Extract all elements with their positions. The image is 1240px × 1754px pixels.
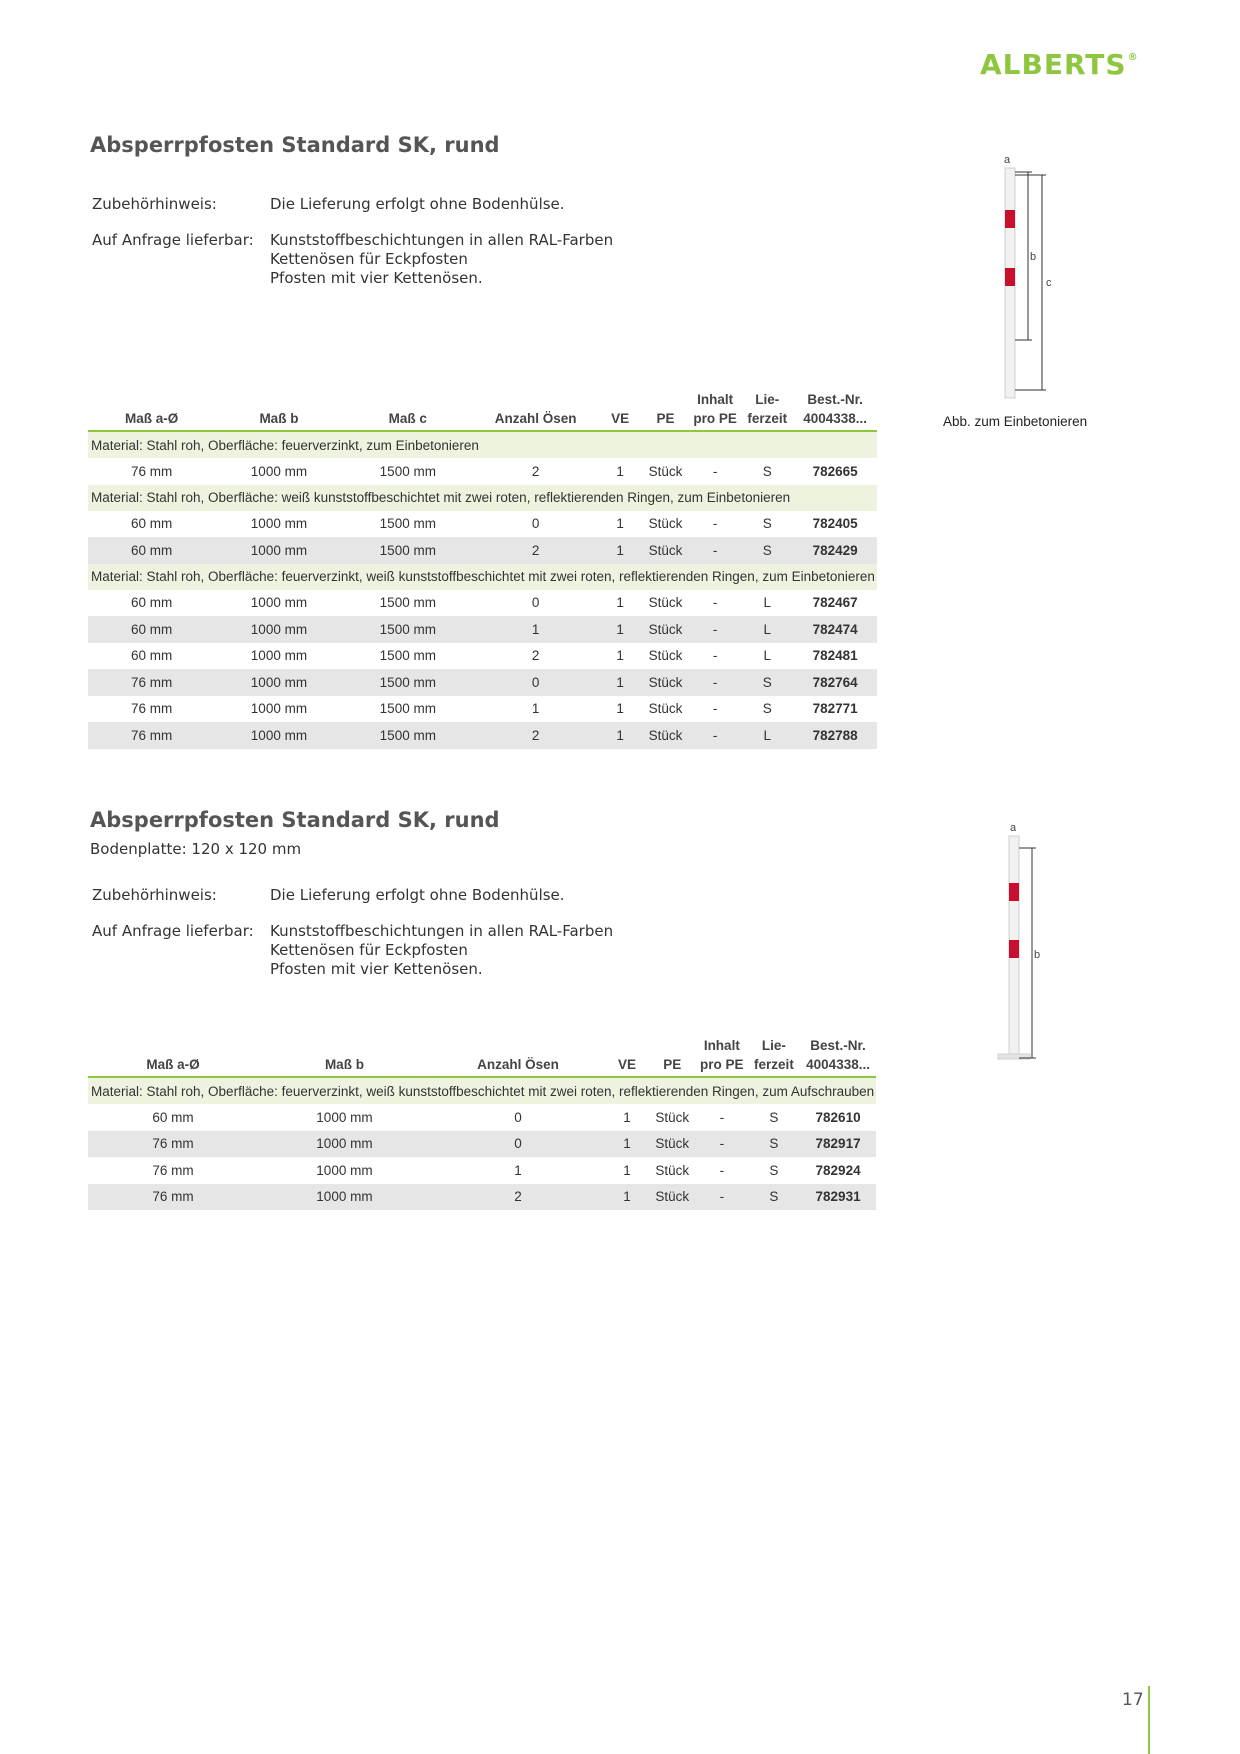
table-cell: 1 [623, 1109, 631, 1125]
table-cell: Stück [649, 1184, 696, 1211]
col-header-ve: VE [598, 390, 642, 431]
col-header-pe: PE [642, 390, 689, 431]
zubehoer-label: Zubehörhinweis: [92, 886, 217, 904]
table-row [88, 1157, 876, 1184]
table-cell: Stück [648, 701, 683, 717]
material-row [88, 564, 877, 590]
table-cell: 2 [473, 722, 598, 749]
product-section-1 [90, 133, 850, 295]
col-header-mass-c: Maß c [343, 390, 473, 431]
table-row [88, 669, 877, 696]
table-cell: 1500 mm [379, 595, 436, 611]
table-cell: 2 [431, 1184, 605, 1211]
table-cell: L [741, 722, 793, 749]
order-number-cell: 782771 [812, 701, 858, 717]
table-cell: 1000 mm [250, 516, 308, 532]
col-header-mass-a: Maß a-Ø [88, 1036, 258, 1077]
col-header-oesen: Anzahl Ösen [473, 390, 598, 431]
table-cell: Stück [649, 1131, 696, 1158]
table-cell: 60 mm [131, 516, 173, 532]
table-cell: S [741, 537, 793, 564]
order-number-cell: 782931 [800, 1184, 876, 1211]
table-cell: 1 [616, 516, 624, 532]
material-description: Material: Stahl roh, Oberfläche: weiß kunststoffbeschichtet mit zwei roten, reflektierenden Ringen, zum Einbetonieren [88, 485, 877, 511]
table-cell: 1 [598, 537, 642, 564]
table-cell: 1000 mm [250, 595, 308, 611]
material-description: Material: Stahl roh, Oberfläche: feuerverzinkt, zum Einbetonieren [88, 431, 877, 458]
figure-label-b: b [1030, 251, 1037, 263]
col-header-oesen: Anzahl Ösen [431, 1036, 605, 1077]
order-number-cell: 782924 [815, 1162, 861, 1178]
anfrage-value-3: Pfosten mit vier Kettenösen. [270, 960, 483, 978]
table-row [88, 590, 877, 617]
order-number-cell: 782788 [793, 722, 877, 749]
table-cell: 1 [473, 616, 598, 643]
table-cell: L [763, 595, 772, 611]
figure-caption: Abb. zum Einbetonieren [943, 414, 1088, 429]
order-number-cell: 782467 [812, 595, 858, 611]
table-cell: 1 [598, 722, 642, 749]
brand-name: ALBERTS [980, 48, 1127, 81]
table-cell: - [689, 616, 741, 643]
table-cell: Stück [655, 1162, 690, 1178]
table-cell: - [689, 722, 741, 749]
table-cell: 1000 mm [215, 616, 342, 643]
table-cell: 0 [431, 1131, 605, 1158]
col-header-lieferzeit: Lie- ferzeit [741, 390, 793, 431]
table-cell: - [696, 1184, 748, 1211]
table-cell: 76 mm [88, 722, 215, 749]
table-body [88, 1077, 876, 1210]
zubehoer-value: Die Lieferung erfolgt ohne Bodenhülse. [270, 886, 565, 904]
table-cell: S [762, 701, 772, 717]
table-cell: 1000 mm [250, 463, 308, 479]
section-title: Absperrpfosten Standard SK, rund [90, 808, 500, 832]
table-cell: 1 [623, 1162, 631, 1178]
order-number-cell: 782917 [800, 1131, 876, 1158]
product-info [90, 886, 850, 986]
table-cell: L [763, 648, 772, 664]
product-figure-1 [990, 150, 1060, 400]
table-cell: 76 mm [131, 463, 173, 479]
table-cell: - [696, 1131, 748, 1158]
table-cell: L [741, 616, 793, 643]
table-cell: 1 [616, 701, 624, 717]
red-ring-2 [1005, 268, 1015, 286]
table-cell: S [748, 1131, 800, 1158]
table-cell: Stück [642, 669, 689, 696]
table-cell: 2 [531, 463, 540, 479]
product-table-2-wrapper [88, 1036, 876, 1210]
table-cell: Stück [642, 537, 689, 564]
page-number-divider [1148, 1686, 1150, 1754]
table-cell: Stück [642, 616, 689, 643]
red-ring-2 [1009, 940, 1019, 958]
product-table-1 [88, 390, 877, 749]
zubehoer-label: Zubehörhinweis: [92, 195, 217, 213]
table-row [88, 643, 877, 670]
table-header-row [88, 1036, 876, 1077]
table-cell: 60 mm [152, 1109, 194, 1125]
table-cell: Stück [648, 463, 683, 479]
figure-label-a: a [1004, 154, 1011, 166]
material-description: Material: Stahl roh, Oberfläche: feuerverzinkt, weiß kunststoffbeschichtet mit zwei roten, reflektierenden Ringen, zum Einbetonieren [88, 564, 877, 590]
red-ring-1 [1009, 883, 1019, 901]
table-cell: S [769, 1162, 779, 1178]
table-row [88, 1104, 876, 1131]
table-cell: 1000 mm [258, 1131, 431, 1158]
order-number-cell: 782405 [812, 516, 858, 532]
table-cell: 1500 mm [379, 648, 436, 664]
material-row [88, 485, 877, 511]
table-cell: 1500 mm [379, 463, 436, 479]
table-cell: 1000 mm [316, 1162, 373, 1178]
table-cell: Stück [648, 595, 683, 611]
table-row [88, 458, 877, 485]
table-cell: 1500 mm [379, 516, 436, 532]
table-cell: - [689, 669, 741, 696]
product-figure-2 [990, 818, 1060, 1068]
table-cell: 1000 mm [316, 1109, 373, 1125]
section-title: Absperrpfosten Standard SK, rund [90, 133, 500, 157]
table-cell: 0 [473, 669, 598, 696]
table-cell: - [712, 463, 718, 479]
table-cell: 76 mm [88, 1131, 258, 1158]
table-header-row [88, 390, 877, 431]
table-row [88, 511, 877, 538]
table-cell: 1 [605, 1184, 649, 1211]
col-header-mass-b: Maß b [215, 390, 342, 431]
table-cell: 60 mm [88, 537, 215, 564]
anfrage-value-1: Kunststoffbeschichtungen in allen RAL-Farben [270, 231, 614, 249]
table-cell: 60 mm [131, 648, 173, 664]
registered-mark: ® [1127, 52, 1139, 63]
table-cell: 1000 mm [215, 722, 342, 749]
table-cell: - [689, 537, 741, 564]
anfrage-value-2: Kettenösen für Eckpfosten [270, 250, 468, 268]
section-subtitle: Bodenplatte: 120 x 120 mm [90, 840, 302, 858]
anfrage-label: Auf Anfrage lieferbar: [92, 922, 254, 940]
product-table-1-wrapper [88, 390, 877, 749]
table-cell: 1000 mm [250, 648, 308, 664]
table-row [88, 1184, 876, 1211]
col-header-mass-a: Maß a-Ø [88, 390, 215, 431]
table-cell: 1500 mm [343, 616, 473, 643]
table-cell: S [762, 463, 772, 479]
material-row [88, 1077, 876, 1104]
brand-logo [980, 48, 1139, 81]
order-number-cell: 782474 [793, 616, 877, 643]
table-row [88, 722, 877, 749]
table-cell: - [712, 648, 718, 664]
table-cell: 1 [616, 463, 624, 479]
table-cell: 76 mm [152, 1162, 194, 1178]
table-cell: 1 [616, 648, 624, 664]
table-row [88, 1131, 876, 1158]
table-cell: 1 [514, 1162, 522, 1178]
order-number-cell: 782429 [793, 537, 877, 564]
order-number-cell: 782764 [793, 669, 877, 696]
table-cell: Stück [642, 722, 689, 749]
col-header-ve: VE [605, 1036, 649, 1077]
col-header-lieferzeit: Lie- ferzeit [748, 1036, 800, 1077]
table-cell: S [762, 516, 772, 532]
zubehoer-value: Die Lieferung erfolgt ohne Bodenhülse. [270, 195, 565, 213]
table-body [88, 431, 877, 749]
table-cell: 0 [531, 516, 540, 532]
table-cell: 1500 mm [343, 537, 473, 564]
table-cell: 1000 mm [258, 1184, 431, 1211]
table-cell: S [748, 1184, 800, 1211]
table-cell: 1500 mm [343, 669, 473, 696]
table-cell: 0 [514, 1109, 522, 1125]
table-cell: Stück [648, 516, 683, 532]
table-cell: - [712, 701, 718, 717]
figure-label-b: b [1034, 949, 1041, 961]
table-cell: 2 [473, 537, 598, 564]
table-cell: Stück [655, 1109, 690, 1125]
table-cell: 1000 mm [215, 669, 342, 696]
table-cell: 1000 mm [215, 537, 342, 564]
product-table-2 [88, 1036, 876, 1210]
anfrage-value-3: Pfosten mit vier Kettenösen. [270, 269, 483, 287]
table-cell: 1500 mm [379, 701, 436, 717]
table-cell: 76 mm [88, 669, 215, 696]
product-section-2 [90, 808, 850, 986]
order-number-cell: 782610 [815, 1109, 861, 1125]
table-cell: 2 [531, 648, 540, 664]
table-row [88, 537, 877, 564]
table-cell: 76 mm [131, 701, 173, 717]
anfrage-value-1: Kunststoffbeschichtungen in allen RAL-Farben [270, 922, 614, 940]
table-cell: 1 [531, 701, 540, 717]
col-header-inhalt: Inhalt pro PE [696, 1036, 748, 1077]
col-header-inhalt: Inhalt pro PE [689, 390, 741, 431]
table-cell: 0 [531, 595, 540, 611]
table-row [88, 616, 877, 643]
table-cell: - [712, 595, 718, 611]
order-number-cell: 782481 [812, 648, 858, 664]
col-header-mass-b: Maß b [258, 1036, 431, 1077]
col-header-pe: PE [649, 1036, 696, 1077]
anfrage-label: Auf Anfrage lieferbar: [92, 231, 254, 249]
figure-label-a: a [1010, 822, 1017, 834]
table-cell: S [741, 669, 793, 696]
table-cell: 1500 mm [343, 722, 473, 749]
table-cell: - [712, 516, 718, 532]
anfrage-value-2: Kettenösen für Eckpfosten [270, 941, 468, 959]
product-info [90, 195, 850, 295]
table-row [88, 696, 877, 723]
order-number-cell: 782665 [812, 463, 858, 479]
table-cell: 1 [598, 616, 642, 643]
figure-label-c: c [1046, 277, 1052, 289]
table-cell: 1 [605, 1131, 649, 1158]
page-number: 17 [1122, 1690, 1144, 1710]
material-description: Material: Stahl roh, Oberfläche: feuerverzinkt, weiß kunststoffbeschichtet mit zwei roten, reflektierenden Ringen, zum Aufschrauben [88, 1077, 876, 1104]
table-cell: 60 mm [88, 616, 215, 643]
table-cell: 60 mm [131, 595, 173, 611]
table-cell: 1 [598, 669, 642, 696]
table-cell: 1 [616, 595, 624, 611]
col-header-bestnr: Best.-Nr. 4004338... [793, 390, 877, 431]
table-cell: 76 mm [88, 1184, 258, 1211]
table-cell: - [719, 1162, 725, 1178]
material-row [88, 431, 877, 458]
table-cell: Stück [648, 648, 683, 664]
col-header-bestnr: Best.-Nr. 4004338... [800, 1036, 876, 1077]
red-ring-1 [1005, 210, 1015, 228]
table-cell: - [719, 1109, 725, 1125]
table-cell: S [769, 1109, 779, 1125]
table-cell: 1000 mm [250, 701, 308, 717]
